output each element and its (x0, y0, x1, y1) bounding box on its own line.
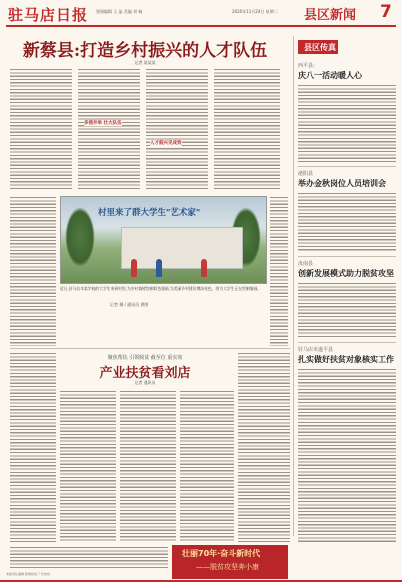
photo-credit: 记者 摄 / 通讯员 供图 (110, 302, 149, 307)
sidebar-item-divider (298, 256, 396, 257)
sidebar-item-kicker: 西平县: (298, 63, 315, 69)
article-body-column (60, 390, 116, 542)
article-subhead: 多措并举 壮大队伍 (84, 121, 122, 126)
sidebar-item-divider (298, 342, 396, 343)
sidebar-item-text (298, 192, 396, 252)
sidebar-item-kicker: 汝南县 (298, 261, 314, 267)
sidebar-header-label: 县区传真 (304, 43, 336, 52)
article-body-column (120, 390, 176, 542)
masthead-rule (6, 25, 396, 27)
article-body-column (214, 68, 280, 190)
section-title: 县区新闻 (304, 8, 357, 23)
sidebar-item-text (298, 282, 396, 338)
photo-side-text (270, 196, 288, 346)
industry-article-title: 产业扶贫看刘店 (99, 366, 191, 381)
ad-headline: 壮丽70年·奋斗新时代 (182, 549, 261, 558)
sidebar-item-kicker: 驻马店市遂平县 (298, 347, 334, 353)
photo-side-text (10, 196, 56, 346)
sidebar-item-divider (298, 166, 396, 167)
article-body-column (78, 68, 140, 190)
sidebar-item-title: 举办金秋岗位人员培训会 (298, 178, 386, 188)
industry-kicker: 聚焦帮扶 引领脱贫 截至位 重实效 (107, 355, 183, 361)
photo-feature-title: 村里来了群大学生"艺术家" (98, 208, 201, 218)
sidebar-item-title: 扎实做好扶贫对象核实工作 (298, 354, 394, 364)
article-body-column (180, 390, 234, 542)
issue-date: 2020年11月24日 星期二 (232, 9, 278, 14)
editor-info: 要闻编辑 王 晶 美编 刘 畅 (96, 9, 143, 14)
section-divider (10, 348, 290, 349)
article-body-column (10, 68, 72, 190)
article-body-column (10, 546, 168, 570)
article-body-column (146, 68, 208, 190)
footer-text: 本版责任编辑 新闻热线 广告热线 (6, 572, 50, 576)
sidebar-item-title: 庆八一活动暖人心 (298, 70, 362, 80)
photo-caption: 近日,驻马店市某学校的大学生来到村里,为乡村墙壁绘制彩色墙画,为美丽乡村建设增添亮色。图为大学生正在绘制墙画。 (60, 286, 262, 291)
masthead (0, 0, 402, 28)
newspaper-logo: 驻马店日报 (8, 6, 89, 24)
article-body-column (10, 352, 56, 542)
sidebar-item-kicker: 泌阳县 (298, 171, 314, 177)
main-article-title: 新蔡县:打造乡村振兴的人才队伍 (22, 41, 268, 61)
sidebar-item-title: 创新发展模式助力脱贫攻坚 (298, 268, 394, 278)
article-subhead: 人才振兴见成效 (150, 141, 182, 146)
sidebar-divider (293, 36, 294, 536)
main-article-byline: 记者 某某某 (134, 60, 156, 65)
page-number: 7 (380, 2, 392, 22)
sidebar-item-text (298, 84, 396, 164)
article-body-column (238, 352, 290, 542)
sidebar-item-text (298, 368, 396, 544)
ad-subline: ——脱贫攻坚奔小康 (196, 563, 259, 571)
industry-article-byline: 记者 通讯员 (134, 380, 156, 385)
